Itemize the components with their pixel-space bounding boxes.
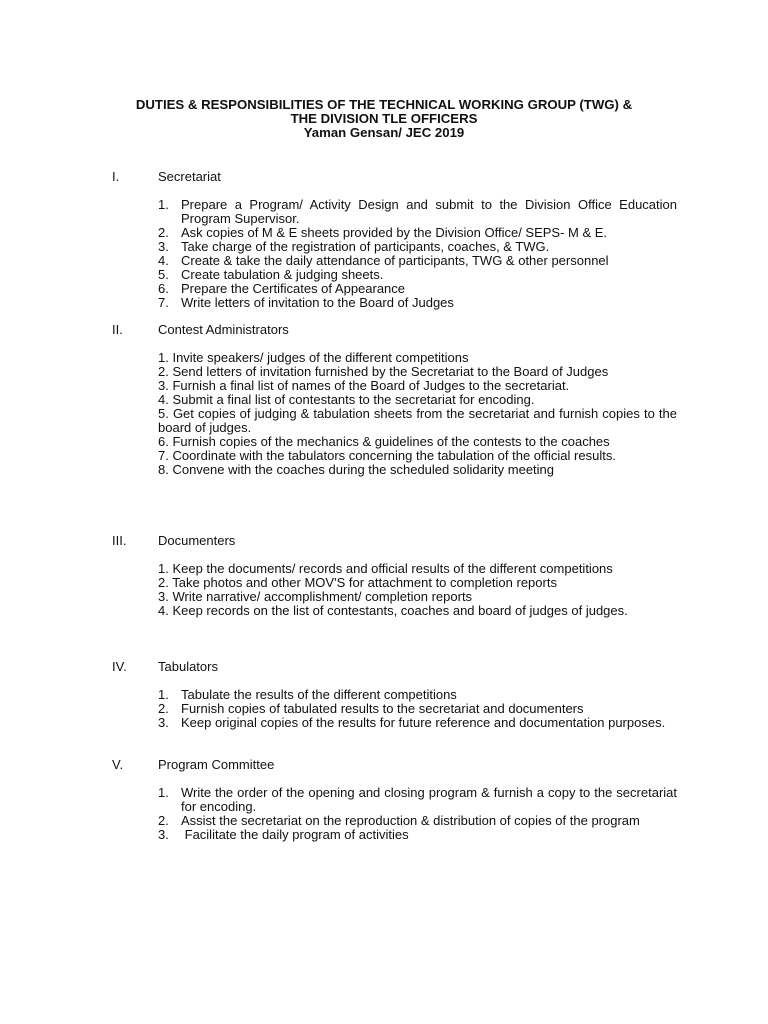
item-text: Write the order of the opening and closing program & furnish a copy to the secretariat for encoding.	[181, 785, 677, 814]
list-item	[0, 449, 768, 463]
section-documenters	[0, 534, 768, 618]
item-number: 5.	[158, 267, 169, 282]
list-item	[0, 463, 768, 477]
header-title-line-1: DUTIES & RESPONSIBILITIES OF THE TECHNICAL WORKING GROUP (TWG) &	[135, 97, 633, 112]
item-text: Write letters of invitation to the Board of Judges	[181, 295, 454, 310]
list-item	[0, 604, 768, 618]
section-heading	[0, 534, 768, 548]
section-title: Tabulators	[158, 659, 218, 674]
item-text: 1. Keep the documents/ records and official results of the different competitions	[158, 561, 613, 576]
section-title: Contest Administrators	[158, 322, 289, 337]
item-text: Create tabulation & judging sheets.	[181, 267, 384, 282]
item-number: 1.	[158, 197, 169, 212]
list-item	[0, 576, 768, 590]
list-item	[0, 254, 768, 268]
item-text: Take charge of the registration of participants, coaches, & TWG.	[181, 239, 550, 254]
section-list	[0, 198, 768, 310]
item-text: 8. Convene with the coaches during the scheduled solidarity meeting	[158, 462, 555, 477]
list-item	[0, 716, 768, 730]
item-text: 4. Submit a final list of contestants to the secretariat for encoding.	[158, 392, 535, 407]
section-number: II.	[112, 322, 123, 337]
section-list	[0, 786, 768, 842]
section-number: IV.	[112, 659, 127, 674]
item-text: Prepare the Certificates of Appearance	[181, 281, 406, 296]
item-text: Facilitate the daily program of activities	[181, 827, 409, 842]
section-list	[0, 688, 768, 730]
section-secretariat	[0, 170, 768, 310]
section-program-committee	[0, 758, 768, 842]
section-contest-administrators	[0, 323, 768, 477]
item-text: 1. Invite speakers/ judges of the different competitions	[158, 350, 469, 365]
header-title-line-2: THE DIVISION TLE OFFICERS	[290, 111, 478, 126]
list-item	[0, 351, 768, 365]
header-subtitle: Yaman Gensan/ JEC 2019	[303, 125, 465, 140]
list-item	[0, 562, 768, 576]
section-number: V.	[112, 757, 124, 772]
list-item	[0, 282, 768, 296]
list-item	[0, 393, 768, 407]
item-number: 1.	[158, 785, 169, 800]
section-number: III.	[112, 533, 127, 548]
item-text: 7. Coordinate with the tabulators concerning the tabulation of the official results.	[158, 448, 616, 463]
item-number: 3.	[158, 827, 169, 842]
list-item	[0, 786, 768, 814]
item-text: Prepare a Program/ Activity Design and submit to the Division Office Education Program Supervisor.	[181, 197, 677, 226]
section-title: Secretariat	[158, 169, 221, 184]
item-number: 3.	[158, 715, 169, 730]
item-text: Ask copies of M & E sheets provided by the Division Office/ SEPS- M & E.	[181, 225, 608, 240]
item-number: 7.	[158, 295, 169, 310]
item-number: 2.	[158, 701, 169, 716]
item-number: 4.	[158, 253, 169, 268]
list-item	[0, 226, 768, 240]
section-heading	[0, 758, 768, 772]
section-title: Program Committee	[158, 757, 275, 772]
item-number: 6.	[158, 281, 169, 296]
section-list	[0, 351, 768, 477]
section-tabulators	[0, 660, 768, 730]
item-text: 2. Take photos and other MOV'S for attachment to completion reports	[158, 575, 557, 590]
section-heading	[0, 170, 768, 184]
item-number: 2.	[158, 813, 169, 828]
item-number: 2.	[158, 225, 169, 240]
section-heading	[0, 323, 768, 337]
list-item	[0, 407, 768, 435]
document-header	[0, 98, 768, 140]
item-number: 3.	[158, 239, 169, 254]
list-item	[0, 828, 768, 842]
list-item	[0, 240, 768, 254]
item-text: 4. Keep records on the list of contestants, coaches and board of judges of judges.	[158, 603, 628, 618]
list-item	[0, 379, 768, 393]
item-text: Tabulate the results of the different competitions	[181, 687, 457, 702]
list-item	[0, 296, 768, 310]
item-text: 2. Send letters of invitation furnished by the Secretariat to the Board of Judges	[158, 364, 609, 379]
item-text: 6. Furnish copies of the mechanics & guidelines of the contests to the coaches	[158, 434, 610, 449]
list-item	[0, 688, 768, 702]
list-item	[0, 365, 768, 379]
item-text: Assist the secretariat on the reproduction & distribution of copies of the program	[181, 813, 640, 828]
item-text: 3. Write narrative/ accomplishment/ completion reports	[158, 589, 473, 604]
item-text: 3. Furnish a final list of names of the Board of Judges to the secretariat.	[158, 378, 570, 393]
section-title: Documenters	[158, 533, 236, 548]
list-item	[0, 435, 768, 449]
list-item	[0, 268, 768, 282]
item-text: Create & take the daily attendance of participants, TWG & other personnel	[181, 253, 609, 268]
section-number: I.	[112, 169, 120, 184]
list-item	[0, 590, 768, 604]
section-heading	[0, 660, 768, 674]
item-text: Furnish copies of tabulated results to the secretariat and documenters	[181, 701, 584, 716]
list-item	[0, 198, 768, 226]
item-number: 1.	[158, 687, 169, 702]
list-item	[0, 814, 768, 828]
list-item	[0, 702, 768, 716]
item-text: Keep original copies of the results for future reference and documentation purposes.	[181, 715, 666, 730]
section-list	[0, 562, 768, 618]
item-text: 5. Get copies of judging & tabulation sheets from the secretariat and furnish copies to the board of judges.	[158, 406, 677, 435]
